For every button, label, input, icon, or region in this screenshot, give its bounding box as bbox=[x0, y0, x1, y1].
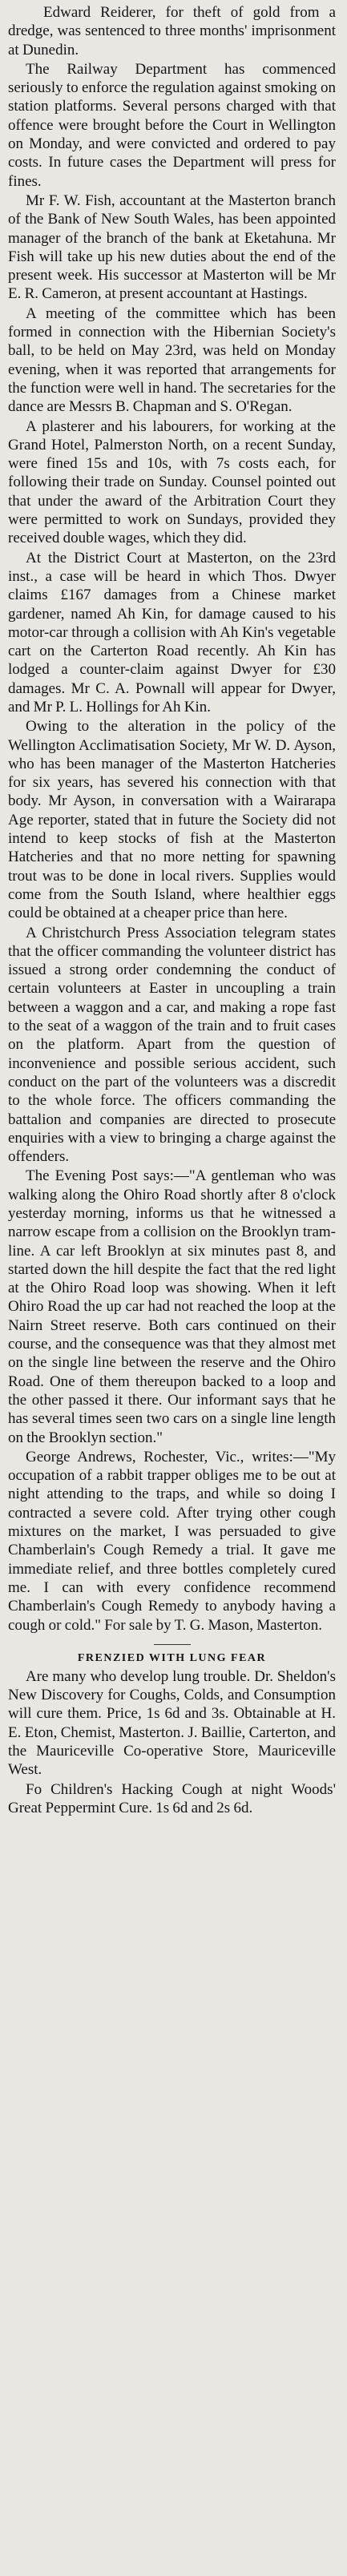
news-paragraph-sunday-work: A plasterer and his labourers, for working at the Grand Hotel, Palmerston North, on a recent Sunday, were fined 15s and 10s, with 7s costs each, for following their trade on Sunday. Counsel pointed out that under the award of the Arbitration Court they were permitted to work on Sundays, provided they received double wages, which they did. bbox=[8, 417, 336, 547]
news-paragraph-hatcheries: Owing to the alteration in the policy of the Wellington Acclimatisation Society, Mr W. D. Ayson, who has been manager of the Masterton Hatcheries for six years, has severed his connection with that body. Mr Ayson, in conversation with a Wairarapa Age reporter, stated that in future the Society did not intend to keep stocks of fish at the Masterton Hatcheries and that no more netting for spawning trout was to be done in local rivers. Supplies would come from the South Island, where healthier eggs could be obtained at a cheaper price than here. bbox=[8, 718, 336, 922]
advert-headline: FRENZIED WITH LUNG FEAR bbox=[77, 1651, 267, 1664]
news-paragraph-gold-theft: Edward Reiderer, for theft of gold from a dredge, was sentenced to three months' imprisonment at Dunedin. bbox=[8, 4, 336, 58]
news-paragraph-district-court: At the District Court at Masterton, on the 23rd inst., a case will be heard in which Thos. Dwyer claims £167 damages from a Chinese market gardener, named Ah Kin, for damage caused to his motor-car through a collision with Ah Kin's vegetable cart on the Carterton Road recently. Ah Kin has lodged a counter-claim against Dwyer for £30 damages. Mr C. A. Pownall will appear for Dwyer, and Mr P. L. Hollings for Ah Kin. bbox=[8, 549, 336, 716]
news-paragraph-bank-appointment: Mr F. W. Fish, accountant at the Masterton branch of the Bank of New South Wales, has been appointed manager of the branch of the bank at Eketahuna. Mr Fish will take up his new duties about the end of the present week. His successor at Masterton will be Mr E. R. Cameron, at present accountant at Hastings. bbox=[8, 191, 336, 303]
news-paragraph-hibernian-ball: A meeting of the committee which has been formed in connection with the Hibernian Society's ball, to be held on May 23rd, was held on Monday evening, when it was reported that arrangements for the function were well in hand. The secretaries for the dance are Messrs B. Chapman and S. O'Regan. bbox=[8, 304, 336, 416]
news-paragraph-cough-remedy: George Andrews, Rochester, Vic., writes:—"My occupation of a rabbit trapper obliges me to be out at night attending to the traps, and while so doing I contracted a severe cold. After trying other cough mixtures on the market, I was persuaded to give Chamberlain's Cough Remedy a trial. It gave me immediate relief, and three bottles completely cured me. I can with every confidence recommend Chamberlain's Cough Remedy to anybody having a cough or cold." For sale by T. G. Mason, Masterton. bbox=[8, 1448, 336, 1634]
news-paragraph-smoking-regulation: The Railway Department has commenced seriously to enforce the regulation against smoking on station platforms. Several persons charged with that offence were brought before the Court in Wellington on Monday, and were convicted and ordered to pay costs. In future cases the Department will press for fines. bbox=[8, 60, 336, 190]
advert-body: Are many who develop lung trouble. Dr. Sheldon's New Discovery for Coughs, Colds, and Consumption will cure them. Price, 1s 6d and 3s. Obtainable at H. E. Eton, Chemist, Masterton. J. Baillie, Carterton, and the Mauriceville Co-operative Store, Mauriceville West. bbox=[8, 1667, 336, 1779]
news-paragraph-volunteers: A Christchurch Press Association telegram states that the officer commanding the volunteer district has issued a strong order condemning the conduct of certain volunteers at Easter in uncoupling a train between a waggon and a car, and making a rope fast to the seat of a waggon of the train and to fruit cases on the platform. Apart from the question of inconvenience and possible serious accident, such conduct on the part of the volunteers was a discredit to the whole force. The officers commanding the battalion and companies are directed to prosecute enquiries with a view to bringing a charge against the offenders. bbox=[8, 924, 336, 1166]
section-divider bbox=[154, 1644, 191, 1645]
news-paragraph-tram-collision: The Evening Post says:—"A gentleman who was walking along the Ohiro Road shortly after 8 o'clock yesterday morning, informs us that he witnessed a narrow escape from a collision on the Brooklyn tram-line. A car left Brooklyn at six minutes past 8, and started down the hill despite the fact that the red light at the Ohiro Road loop was showing. When it left Ohiro Road the up car had not reached the loop at the Nairn Street reserve. Both cars continued on their course, and the consequence was that they almost met on the single line between the reserve and the Ohiro Road. One of them thereupon backed to a loop and the other passed it there. Our informant says that he has several times seen two cars on a single line length on the Brooklyn section." bbox=[8, 1167, 336, 1446]
advert-footer: Fo Children's Hacking Cough at night Woods' Great Peppermint Cure. 1s 6d and 2s 6d. bbox=[8, 1780, 336, 1816]
